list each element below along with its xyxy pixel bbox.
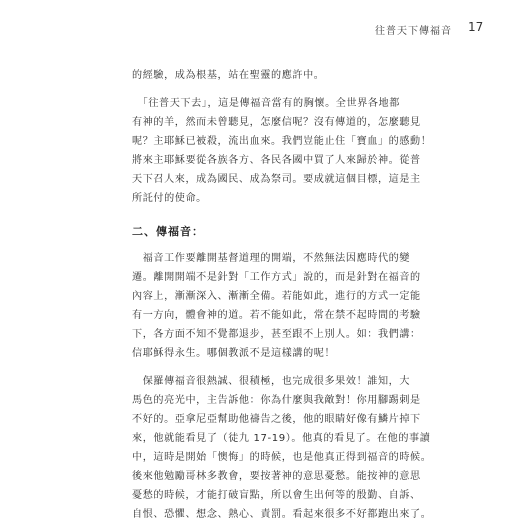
text-line: 的經驗，成為根基，站在聖靈的應許中。 [132,70,325,81]
text-line: 下，各方面不知不覺都退步，甚至跟不上別人。如：我們講： [132,329,421,340]
text-line: 自恨、恐懼、想念、熱心、責罰。看起來很多不好都跑出來了。 [132,509,432,520]
paragraph-gap [132,363,400,372]
running-header: 往普天下傳福音 [375,26,452,37]
text-line: 有神的羊，然而未曾聽見，怎麼信呢？沒有傳道的，怎麼聽見 [132,117,421,128]
text-line: 福音工作要離開基督道理的開端，不然無法因應時代的變 [132,253,411,264]
text-line: 馬色的亮光中，主告訴他：你為什麼與我敵對！你用腳踢刺是 [132,395,421,406]
paragraph-3 [132,249,421,363]
paragraph-gap [132,85,400,94]
text-line: 將來主耶穌要從各族各方、各民各國中買了人來歸於神。從普 [132,155,421,166]
text-line: 不好的。亞拿尼亞幫助他禱告之後，他的眼睛好像有鱗片掉下 [132,414,421,425]
text-line: 呢？主耶穌已被殺，流出血來。我們豈能止住「寶血」的感動！ [132,136,432,147]
body-text [132,66,432,524]
text-line: 後來他勉勵哥林多教會，要按著神的意思憂愁。能按神的意思 [132,471,421,482]
text-line: 內容上，漸漸深入、漸漸全備。若能如此，進行的方式一定能 [132,291,421,302]
text-line: 遷。離開開端不是針對「工作方式」說的，而是針對在福音的 [132,272,421,283]
text-line: 中，這時是開始「懊悔」的時候，也是他真正得到福音的時候。 [132,452,432,463]
text-line: 憂愁的時候，才能打破盲點，所以會生出何等的殷勤、自訴、 [132,490,421,501]
text-line: 有一方向，體會神的道。若不能如此，常在禁不起時間的考驗 [132,310,421,321]
paragraph-gap [132,208,400,222]
text-line: 信耶穌得永生。哪個教派不是這樣講的呢！ [132,348,336,359]
text-line: 天下召人來，成為國民、成為祭司。要成就這個目標，這是主 [132,174,421,185]
text-line: 保羅傳福音很熱誠、很積極，也完成很多果效！誰知，大 [132,376,411,387]
page-number: 17 [468,20,484,34]
section-heading: 二、傳福音： [132,225,204,238]
text-line: 來，他就能看見了（徒九 17-19）。他真的看見了。在他的事讀 [132,433,431,444]
paragraph-4 [132,372,432,524]
text-line: 「往普天下去」，這是傳福音當有的胸懷。全世界各地都 [132,98,400,109]
paragraph-1 [132,66,400,85]
paragraph-2 [132,94,432,208]
text-line: 所託付的使命。 [132,193,207,204]
paragraph-gap [132,241,400,249]
